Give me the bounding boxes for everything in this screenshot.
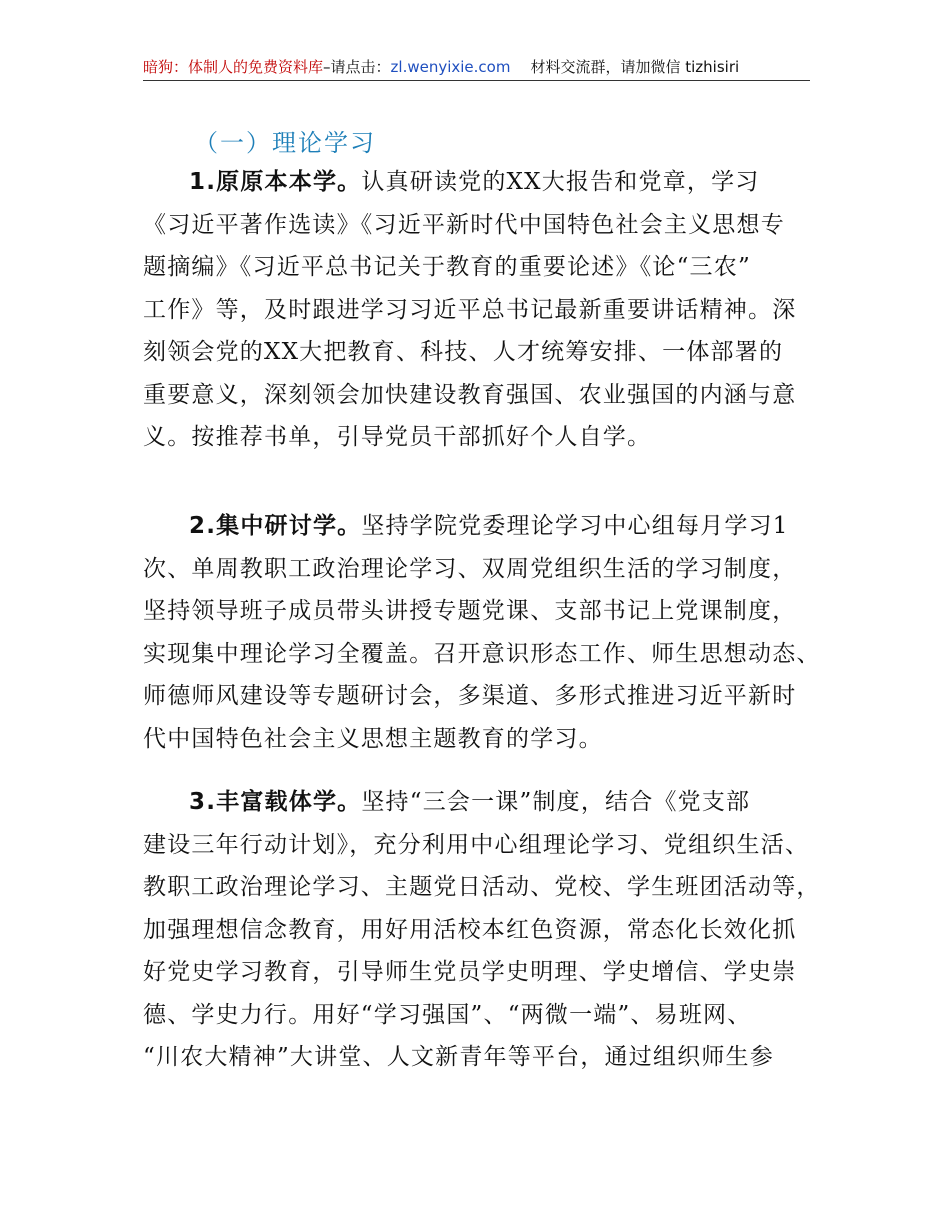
paragraph-line: 工作》等，及时跟进学习习近平总书记最新重要讲话精神。深 — [143, 296, 797, 323]
paragraph-line: 题摘编》《习近平总书记关于教育的重要论述》《论“三农” — [143, 254, 751, 280]
header-brand: 暗狗：体制人的免费资料库 — [143, 58, 324, 76]
header-contact: 材料交流群，请加微信 tizhisiri — [530, 58, 740, 76]
section-title: （一）理论学习 — [194, 129, 376, 157]
paragraph-line: 加强理想信念教育，用好用活校本红色资源，常态化长效化抓 — [143, 916, 797, 943]
line-text: 坚持“三会一课”制度，结合《党支部 — [361, 789, 751, 815]
paragraph-line: 坚持领导班子成员带头讲授专题党课、支部书记上党课制度， — [143, 598, 797, 624]
paragraph-3 — [143, 781, 833, 1079]
paragraph-line — [143, 781, 833, 824]
paragraph-line: 义。按推荐书单，引导党员干部抓好个人自学。 — [143, 424, 652, 450]
paragraph-line: 实现集中理论学习全覆盖。召开意识形态工作、师生思想动态、 — [143, 640, 821, 667]
paragraph-line: 刻领会党的XX大把教育、科技、人才统筹安排、一体部署的 — [143, 339, 784, 365]
page-header — [143, 56, 810, 81]
paragraph-line: 代中国特色社会主义思想主题教育的学习。 — [143, 725, 603, 752]
header-link[interactable]: zl.wenyixie.com — [390, 58, 511, 76]
paragraph-line: 教职工政治理论学习、主题党日活动、党校、学生班团活动等， — [143, 874, 821, 900]
paragraph-line — [143, 505, 833, 548]
paragraph-line: 重要意义，深刻领会加快建设教育强国、农业强国的内涵与意 — [143, 381, 797, 408]
paragraph-line: 师德师风建设等专题研讨会，多渠道、多形式推进习近平新时 — [143, 683, 797, 709]
paragraph-line: 好党史学习教育，引导师生党员学史明理、学史增信、学史崇 — [143, 959, 797, 985]
paragraph-1 — [143, 161, 833, 459]
paragraph-2 — [143, 505, 833, 760]
paragraph-line: 次、单周教职工政治理论学习、双周党组织生活的学习制度， — [143, 555, 797, 582]
paragraph-lead: 2.集中研讨学。 — [189, 513, 362, 539]
paragraph-lead: 1.原原本本学。 — [189, 169, 362, 195]
paragraph-line — [143, 161, 833, 204]
paragraph-line: “川农大精神”大讲堂、人文新青年等平台，通过组织师生参 — [143, 1044, 774, 1070]
line-text: 认真研读党的XX大报告和党章，学习 — [361, 169, 760, 195]
paragraph-line: 《习近平著作选读》《习近平新时代中国特色社会主义思想专 — [143, 211, 785, 238]
header-prompt: –请点击： — [323, 58, 391, 76]
paragraph-line: 建设三年行动计划》，充分利用中心组理论学习、党组织生活、 — [143, 831, 810, 858]
line-text: 坚持学院党委理论学习中心组每月学习1 — [361, 513, 789, 539]
paragraph-lead: 3.丰富载体学。 — [189, 789, 362, 815]
paragraph-line: 德、学史力行。用好“学习强国”、“两微一端”、易班网、 — [143, 1001, 752, 1028]
